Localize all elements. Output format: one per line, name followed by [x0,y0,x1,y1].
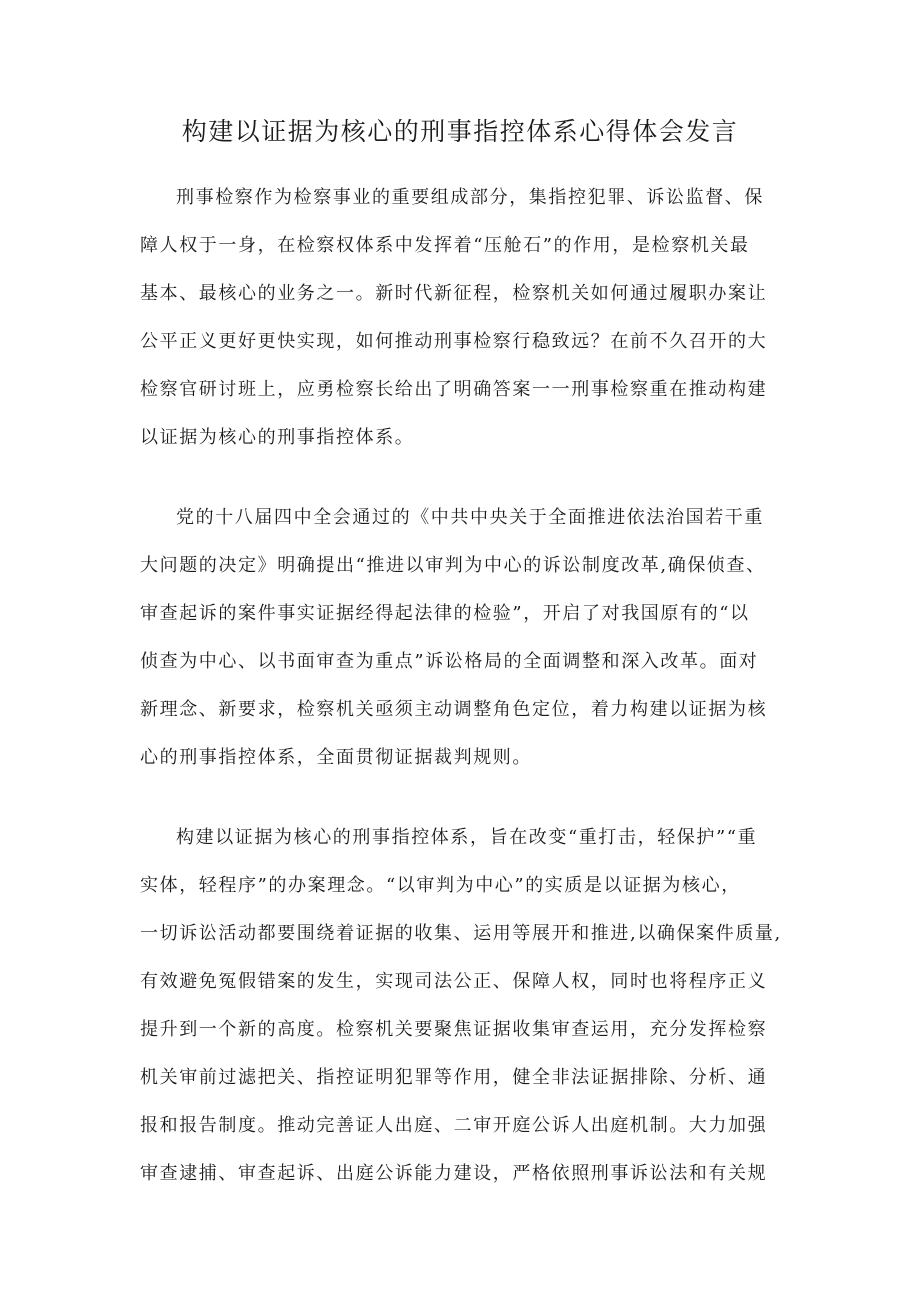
paragraph-1-line-3: 基本、最核心的业务之一。新时代新征程，检察机关如何通过履职办案让 [140,283,768,304]
paragraph-1-line-5: 检察官研讨班上，应勇检察长给出了明确答案一一刑事检察重在推动构建 [140,379,768,400]
paragraph-2-line-2: 大问题的决定》明确提出“推进以审判为中心的诉讼制度改革,确保侦查、 [140,555,766,576]
paragraph-1-line-6: 以证据为核心的刑事指控体系。 [140,427,415,448]
paragraph-3-line-6: 机关审前过滤把关、指控证明犯罪等作用，健全非法证据排除、分析、通 [140,1067,768,1088]
document-title: 构建以证据为核心的刑事指控体系心得体会发言 [181,117,739,146]
paragraph-1-line-2: 障人权于一身，在检察权体系中发挥着“压舱石”的作用，是检察机关最 [140,235,750,256]
paragraph-1-line-1: 刑事检察作为检察事业的重要组成部分，集指控犯罪、诉讼监督、保 [176,187,764,208]
paragraph-3-line-3: 一切诉讼活动都要围绕着证据的收集、运用等展开和推进,以确保案件质量, [140,923,782,944]
paragraph-2-line-6: 心的刑事指控体系，全面贯彻证据裁判规则。 [140,747,532,768]
paragraph-2-line-1: 党的十八届四中全会通过的《中共中央关于全面推进依法治国若干重 [176,507,764,528]
paragraph-3-line-4: 有效避免冤假错案的发生，实现司法公正、保障人权，同时也将程序正义 [140,971,768,992]
paragraph-3-line-7: 报和报告制度。推动完善证人出庭、二审开庭公诉人出庭机制。大力加强 [140,1115,768,1136]
paragraph-3-line-2: 实体，轻程序”的办案理念。“以审判为中心”的实质是以证据为核心， [140,875,741,896]
paragraph-3-line-1: 构建以证据为核心的刑事指控体系，旨在改变“重打击，轻保护”“重 [176,827,758,848]
paragraph-2-line-3: 审查起诉的案件事实证据经得起法律的检验”，开启了对我国原有的“以 [140,603,750,624]
paragraph-2-line-5: 新理念、新要求，检察机关亟须主动调整角色定位，着力构建以证据为核 [140,699,768,720]
paragraph-1-line-4: 公平正义更好更快实现，如何推动刑事检察行稳致远？在前不久召开的大 [140,331,768,352]
paragraph-3-line-5: 提升到一个新的高度。检察机关要聚焦证据收集审查运用，充分发挥检察 [140,1019,768,1040]
paragraph-3-line-8: 审查逮捕、审查起诉、出庭公诉能力建设，严格依照刑事诉讼法和有关规 [140,1163,768,1184]
paragraph-2-line-4: 侦查为中心、以书面审查为重点”诉讼格局的全面调整和深入改革。面对 [140,651,759,672]
